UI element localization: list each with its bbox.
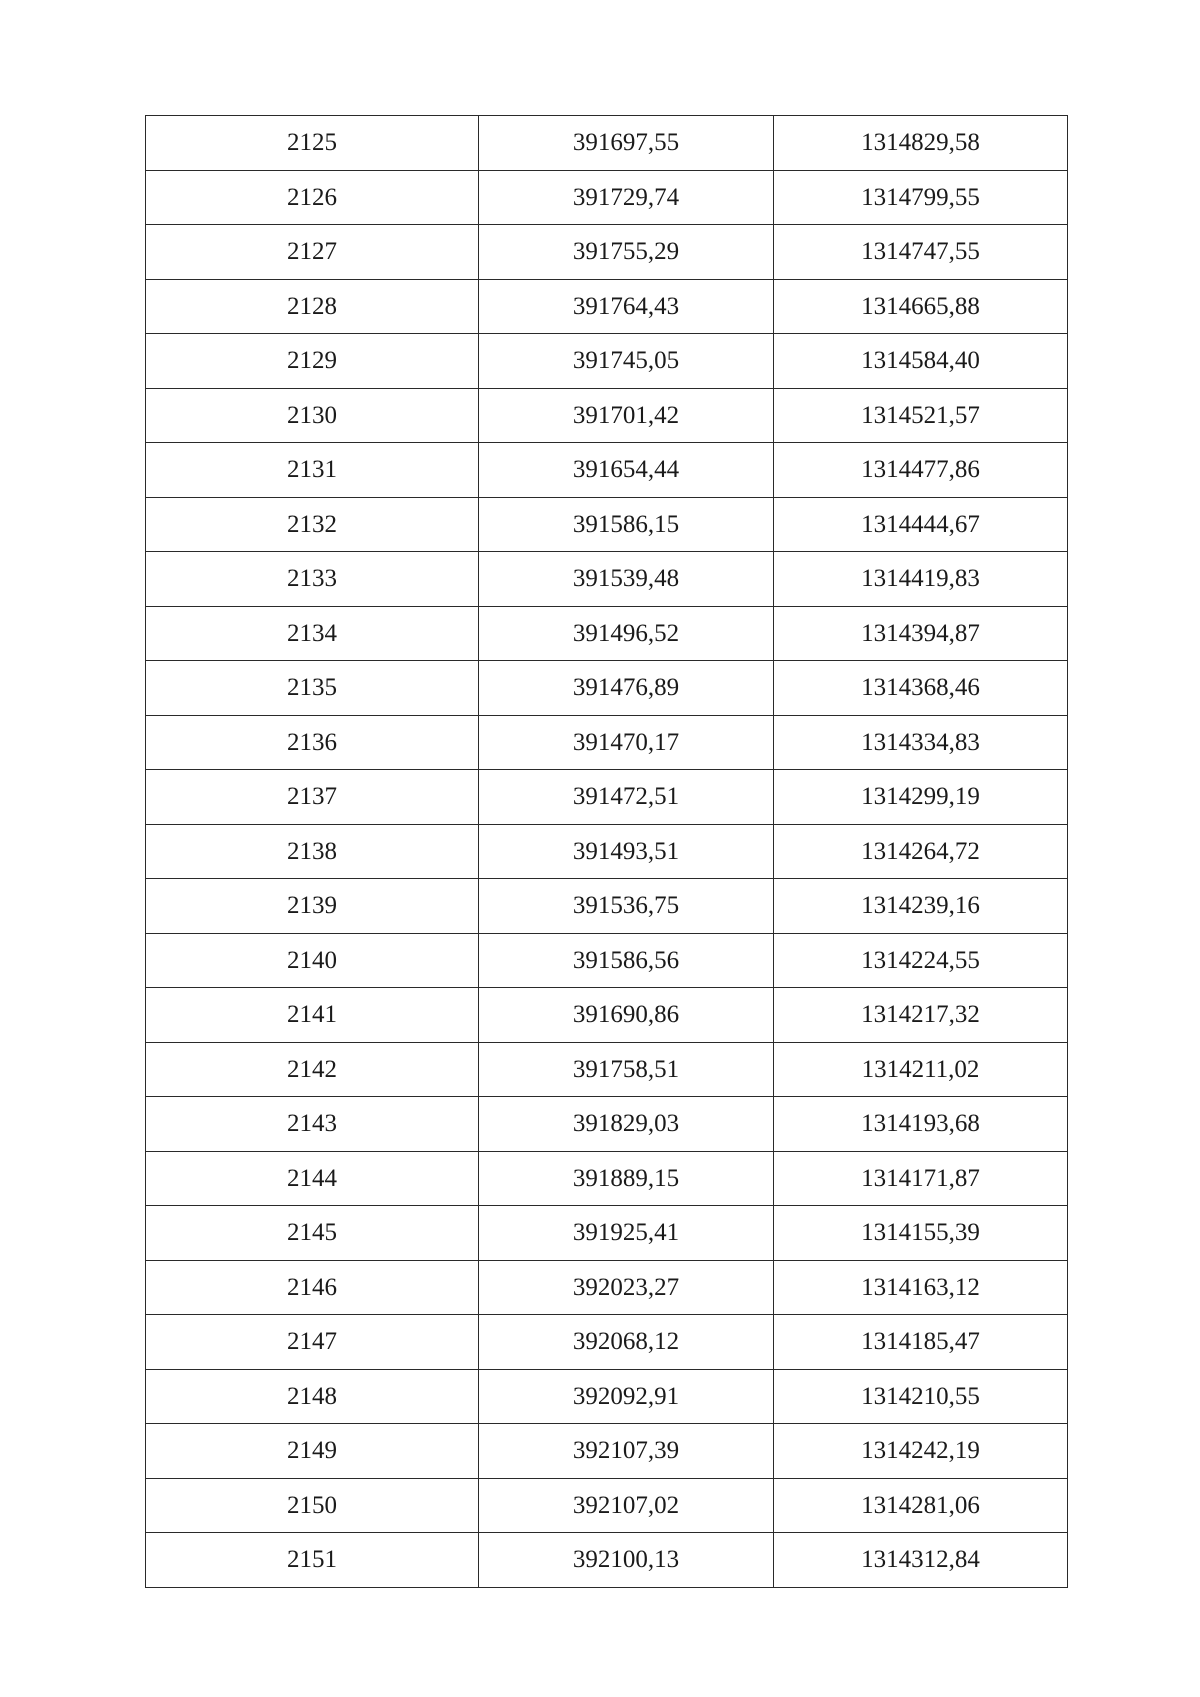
table-row [146,170,1068,225]
x-coordinate-cell: 391470,17 [479,715,774,770]
x-coordinate-cell: 391758,51 [479,1042,774,1097]
point-number-cell: 2151 [146,1533,479,1588]
x-coordinate-cell: 391745,05 [479,334,774,389]
table-row [146,988,1068,1043]
x-coordinate-cell: 391536,75 [479,879,774,934]
point-number-cell: 2140 [146,933,479,988]
x-coordinate-cell: 391889,15 [479,1151,774,1206]
point-number-cell: 2125 [146,116,479,171]
point-number-cell: 2139 [146,879,479,934]
point-number-cell: 2145 [146,1206,479,1261]
y-coordinate-cell: 1314665,88 [774,279,1068,334]
point-number-cell: 2133 [146,552,479,607]
x-coordinate-cell: 392100,13 [479,1533,774,1588]
point-number-cell: 2136 [146,715,479,770]
y-coordinate-cell: 1314521,57 [774,388,1068,443]
x-coordinate-cell: 391493,51 [479,824,774,879]
y-coordinate-cell: 1314747,55 [774,225,1068,280]
y-coordinate-cell: 1314163,12 [774,1260,1068,1315]
point-number-cell: 2143 [146,1097,479,1152]
y-coordinate-cell: 1314312,84 [774,1533,1068,1588]
point-number-cell: 2131 [146,443,479,498]
point-number-cell: 2142 [146,1042,479,1097]
x-coordinate-cell: 391701,42 [479,388,774,443]
y-coordinate-cell: 1314242,19 [774,1424,1068,1479]
table-row [146,1424,1068,1479]
y-coordinate-cell: 1314394,87 [774,606,1068,661]
y-coordinate-cell: 1314239,16 [774,879,1068,934]
point-number-cell: 2132 [146,497,479,552]
x-coordinate-cell: 392107,02 [479,1478,774,1533]
x-coordinate-cell: 391586,56 [479,933,774,988]
x-coordinate-cell: 391764,43 [479,279,774,334]
point-number-cell: 2130 [146,388,479,443]
point-number-cell: 2144 [146,1151,479,1206]
point-number-cell: 2147 [146,1315,479,1370]
point-number-cell: 2127 [146,225,479,280]
x-coordinate-cell: 392068,12 [479,1315,774,1370]
x-coordinate-cell: 391539,48 [479,552,774,607]
x-coordinate-cell: 391476,89 [479,661,774,716]
point-number-cell: 2150 [146,1478,479,1533]
x-coordinate-cell: 392092,91 [479,1369,774,1424]
table-row [146,824,1068,879]
y-coordinate-cell: 1314171,87 [774,1151,1068,1206]
x-coordinate-cell: 391829,03 [479,1097,774,1152]
y-coordinate-cell: 1314155,39 [774,1206,1068,1261]
table-row [146,1206,1068,1261]
table-row [146,552,1068,607]
point-number-cell: 2148 [146,1369,479,1424]
y-coordinate-cell: 1314419,83 [774,552,1068,607]
y-coordinate-cell: 1314477,86 [774,443,1068,498]
y-coordinate-cell: 1314211,02 [774,1042,1068,1097]
table-row [146,1042,1068,1097]
x-coordinate-cell: 391586,15 [479,497,774,552]
x-coordinate-cell: 391690,86 [479,988,774,1043]
y-coordinate-cell: 1314217,32 [774,988,1068,1043]
point-number-cell: 2146 [146,1260,479,1315]
table-row [146,116,1068,171]
table-row [146,497,1068,552]
point-number-cell: 2141 [146,988,479,1043]
y-coordinate-cell: 1314264,72 [774,824,1068,879]
x-coordinate-cell: 391472,51 [479,770,774,825]
table-row [146,1151,1068,1206]
table-row [146,715,1068,770]
y-coordinate-cell: 1314299,19 [774,770,1068,825]
table-row [146,388,1068,443]
table-row [146,1315,1068,1370]
y-coordinate-cell: 1314281,06 [774,1478,1068,1533]
x-coordinate-cell: 392023,27 [479,1260,774,1315]
y-coordinate-cell: 1314444,67 [774,497,1068,552]
table-row [146,1097,1068,1152]
point-number-cell: 2137 [146,770,479,825]
point-number-cell: 2129 [146,334,479,389]
table-row [146,933,1068,988]
table-row [146,334,1068,389]
y-coordinate-cell: 1314334,83 [774,715,1068,770]
table-row [146,443,1068,498]
point-number-cell: 2128 [146,279,479,334]
x-coordinate-cell: 391755,29 [479,225,774,280]
point-number-cell: 2149 [146,1424,479,1479]
y-coordinate-cell: 1314193,68 [774,1097,1068,1152]
table-row [146,661,1068,716]
table-row [146,225,1068,280]
y-coordinate-cell: 1314829,58 [774,116,1068,171]
point-number-cell: 2126 [146,170,479,225]
y-coordinate-cell: 1314368,46 [774,661,1068,716]
x-coordinate-cell: 391697,55 [479,116,774,171]
coordinates-table-body [146,116,1068,1588]
point-number-cell: 2135 [146,661,479,716]
coordinates-table [145,115,1068,1588]
table-row [146,770,1068,825]
y-coordinate-cell: 1314210,55 [774,1369,1068,1424]
table-row [146,279,1068,334]
x-coordinate-cell: 391925,41 [479,1206,774,1261]
table-row [146,1369,1068,1424]
table-row [146,879,1068,934]
y-coordinate-cell: 1314224,55 [774,933,1068,988]
x-coordinate-cell: 391496,52 [479,606,774,661]
point-number-cell: 2138 [146,824,479,879]
table-row [146,1260,1068,1315]
x-coordinate-cell: 391729,74 [479,170,774,225]
y-coordinate-cell: 1314185,47 [774,1315,1068,1370]
table-row [146,1478,1068,1533]
point-number-cell: 2134 [146,606,479,661]
table-row [146,606,1068,661]
y-coordinate-cell: 1314584,40 [774,334,1068,389]
table-row [146,1533,1068,1588]
x-coordinate-cell: 391654,44 [479,443,774,498]
y-coordinate-cell: 1314799,55 [774,170,1068,225]
x-coordinate-cell: 392107,39 [479,1424,774,1479]
